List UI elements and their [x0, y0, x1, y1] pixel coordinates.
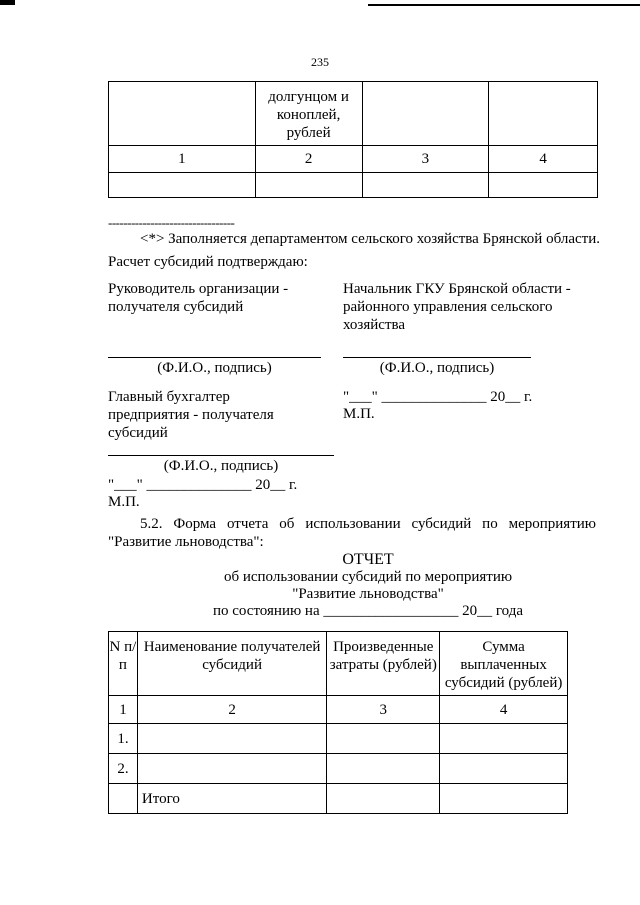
scan-mark-left — [0, 0, 15, 5]
column-header: Наименование получателей субсидий — [137, 632, 326, 696]
table-row — [109, 696, 568, 724]
stamp-label: М.П. — [343, 406, 375, 422]
fio-signature-caption: (Ф.И.О., подпись) — [157, 360, 272, 376]
table-cell — [489, 82, 598, 146]
confirm-text: Расчет субсидий подтверждаю: — [108, 254, 308, 270]
column-header: Произведенные затраты (рублей) — [327, 632, 440, 696]
table-cell — [109, 784, 138, 814]
signature-line — [343, 357, 531, 358]
table-cell: 2 — [137, 696, 326, 724]
table-cell — [327, 784, 440, 814]
table-cell: долгунцом и коноплей, рублей — [255, 82, 362, 146]
table-cell — [327, 754, 440, 784]
scan-mark-right — [368, 4, 640, 6]
table-cell — [440, 724, 568, 754]
column-header: Сумма выплаченных субсидий (рублей) — [440, 632, 568, 696]
gku-head-label: Начальник ГКУ Брянской области - районного управления сельского хозяйства — [343, 281, 571, 333]
table-cell: 1 — [109, 696, 138, 724]
table-row — [109, 146, 598, 173]
report-table — [108, 631, 568, 814]
table-row — [109, 173, 598, 198]
subsidy-table-continuation — [108, 81, 598, 198]
table-cell: 1. — [109, 724, 138, 754]
table-cell — [440, 784, 568, 814]
page-number: 235 — [311, 55, 329, 69]
footnote-separator: --------------------------------- — [108, 215, 235, 230]
report-title: ОТЧЕТ — [342, 551, 394, 568]
recipient-head-label: Руководитель организации - получателя субсидий — [108, 281, 289, 315]
table-cell — [489, 173, 598, 198]
table-cell: 3 — [327, 696, 440, 724]
table-cell: 4 — [440, 696, 568, 724]
fio-signature-caption: (Ф.И.О., подпись) — [379, 360, 495, 376]
table-header-row — [109, 632, 568, 696]
table-row — [109, 754, 568, 784]
table-cell — [255, 173, 362, 198]
table-cell — [109, 173, 256, 198]
chief-accountant-label: Главный бухгалтер предприятия - получателя субсидий — [108, 389, 274, 441]
table-cell — [109, 82, 256, 146]
footnote-text: <*> Заполняется департаментом сельского хозяйства Брянской области. — [140, 231, 600, 247]
table-row — [109, 724, 568, 754]
table-cell: 2. — [109, 754, 138, 784]
table-total-row — [109, 784, 568, 814]
table-cell — [440, 754, 568, 784]
table-cell: 1 — [109, 146, 256, 173]
date-line: "___" ______________ 20__ г. — [108, 477, 298, 493]
report-subtitle: об использовании субсидий по мероприятию — [223, 569, 513, 585]
table-cell: 3 — [362, 146, 489, 173]
section-heading: 5.2. Форма отчета об использовании субсидий по мероприятию "Развитие льноводства": — [108, 516, 596, 550]
date-line: "___" ______________ 20__ г. — [343, 389, 533, 405]
table-cell: 2 — [255, 146, 362, 173]
table-cell — [137, 724, 326, 754]
table-cell — [137, 754, 326, 784]
report-measure-name: "Развитие льноводства" — [292, 586, 444, 602]
report-date-line: по состоянию на __________________ 20__ года — [212, 603, 524, 619]
stamp-label: М.П. — [108, 494, 140, 510]
signature-line — [108, 455, 334, 456]
table-cell: Итого — [137, 784, 326, 814]
table-cell — [362, 173, 489, 198]
signature-line — [108, 357, 321, 358]
table-row — [109, 82, 598, 146]
fio-signature-caption: (Ф.И.О., подпись) — [163, 458, 279, 474]
table-cell: 4 — [489, 146, 598, 173]
column-header: N п/п — [109, 632, 138, 696]
table-cell — [327, 724, 440, 754]
table-cell — [362, 82, 489, 146]
